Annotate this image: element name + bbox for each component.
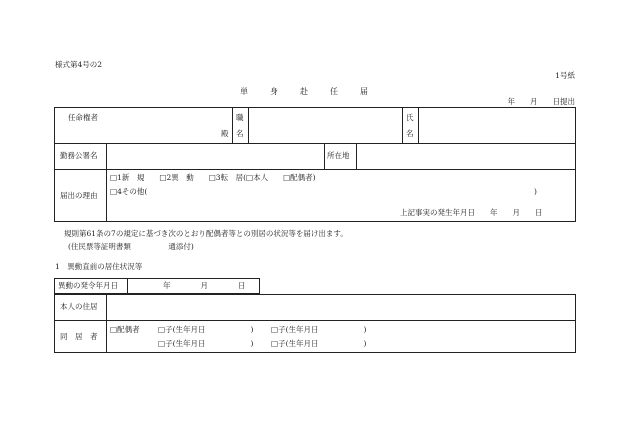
appointer-label: 任命権者 xyxy=(68,113,98,122)
table-divider xyxy=(402,107,403,143)
section-1-heading: 1 異動直前の居住状況等 xyxy=(55,262,143,271)
occurrence-date: 上記事実の発生年月日 年 月 日 xyxy=(400,208,543,217)
child-checkbox: □子(生年月日 ) xyxy=(158,325,254,334)
table-divider xyxy=(54,169,576,170)
table-divider xyxy=(356,143,357,169)
sheet-number: 1号紙 xyxy=(555,71,575,80)
table-divider xyxy=(418,107,419,143)
order-date-value: 年 月 日 xyxy=(163,281,246,290)
table-divider xyxy=(127,278,128,294)
name-label-1: 氏 xyxy=(406,113,414,122)
reason-other: □4その他( xyxy=(110,187,148,196)
order-date-label: 異動の発令年月日 xyxy=(58,281,118,290)
child-checkbox: □子(生年月日 ) xyxy=(271,325,367,334)
table-divider xyxy=(106,143,107,222)
reason-label: 届出の理由 xyxy=(60,191,98,200)
notice-line-1: 規則第61条の7の規定に基づき次のとおり配偶者等との別居の状況等を届け出ます。 xyxy=(64,229,348,238)
child-checkbox: □子(生年月日 ) xyxy=(158,339,254,348)
table-divider xyxy=(106,294,107,353)
table-divider xyxy=(248,107,249,143)
table-divider xyxy=(232,107,233,143)
table-divider xyxy=(54,320,576,321)
name-label-2: 名 xyxy=(406,129,414,138)
form-number: 様式第4号の2 xyxy=(55,60,103,69)
child-checkbox: □子(生年月日 ) xyxy=(271,339,367,348)
table-divider xyxy=(54,143,576,144)
table-divider xyxy=(324,143,325,169)
position-label-1: 職 xyxy=(236,113,244,122)
reason-other-close: ) xyxy=(534,187,537,196)
dono-label: 殿 xyxy=(221,129,229,138)
notice-line-2: (住民票等証明書類 通添付) xyxy=(68,242,194,251)
form-title: 単身赴任届 xyxy=(240,87,390,96)
spouse-checkbox: □配偶者 xyxy=(110,325,140,334)
location-label: 所在地 xyxy=(327,151,350,160)
reason-options: □1新 規 □2異 動 □3転 居(□本人 □配偶者) xyxy=(110,173,316,182)
cohabitant-label: 同 居 者 xyxy=(60,332,98,341)
main-table xyxy=(54,107,576,222)
residence-label: 本人の住居 xyxy=(60,302,98,311)
office-label: 勤務公署名 xyxy=(60,151,98,160)
submission-date: 年 月 日提出 xyxy=(507,97,575,106)
position-label-2: 名 xyxy=(236,129,244,138)
